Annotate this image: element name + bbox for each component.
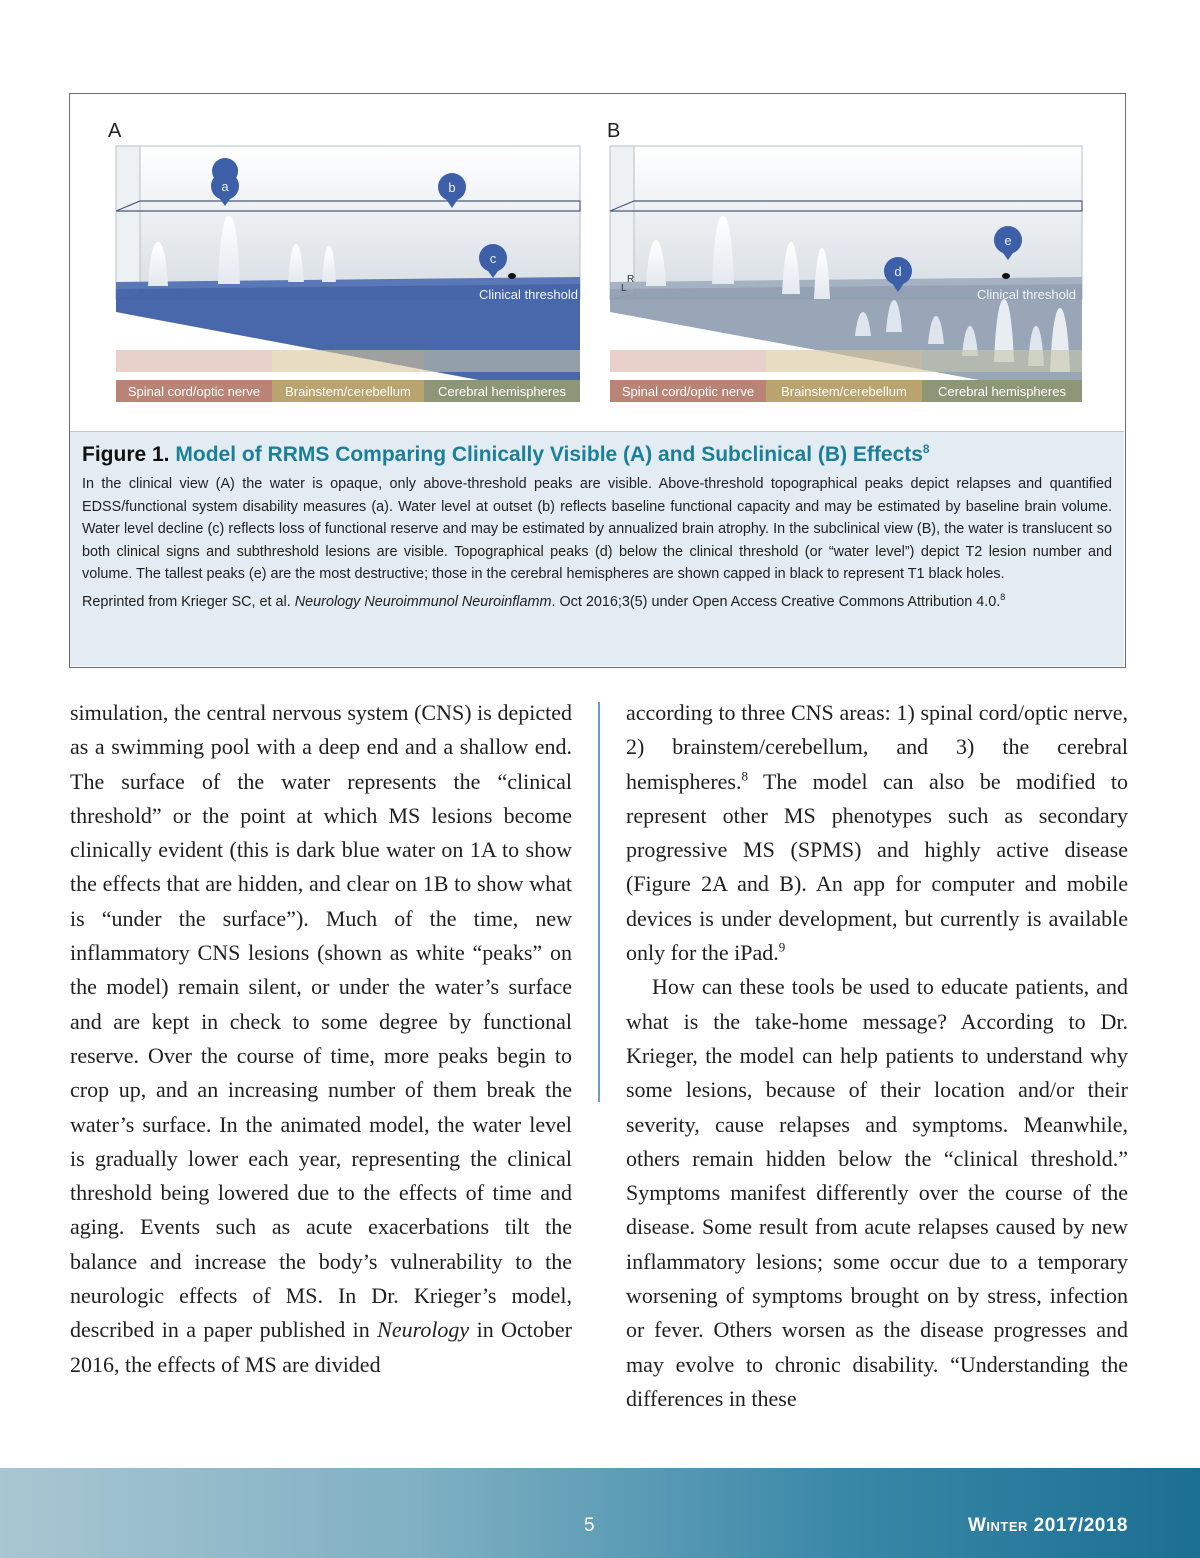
credit-prefix: Reprinted from Krieger SC, et al. [82, 593, 295, 610]
svg-text:e: e [1004, 233, 1012, 248]
figure-1 [69, 93, 1126, 668]
panel-a-label: A [108, 120, 122, 142]
region-label-brainstem-a: Brainstem/cerebellum [285, 384, 411, 399]
right-p1-start: according to three CNS areas: 1) spinal cord/optic nerve, 2) brainstem/cerebellum, and 3) the cerebral hemispheres. [626, 700, 1128, 794]
svg-text:a: a [221, 179, 229, 194]
figure-illustration [70, 94, 1124, 429]
caption-text: In the clinical view (A) the water is opaque, only above-threshold peaks are visible. Above-threshold topographical peaks depict relapses and quantified EDSS/functional system disability measures (a). Water level at outset (b) reflects baseline functional capacity and may be estimated by baseline brain volume. Water level decline (c) reflects loss of functional reserve and may be estimated by annualized brain atrophy. In the subclinical view (B), the water is translucent so both clinical signs and subthreshold lesions are visible. Topographical peaks (d) below the clinical threshold (or “water level”) depict T2 lesion number and volume. The tallest peaks (e) are the most destructive; those in the cerebral hemispheres are shown capped in black to represent T1 black holes. [82, 476, 1112, 583]
figure-title: Model of RRMS Comparing Clinically Visible (A) and Subclinical (B) Effects [175, 443, 923, 466]
right-paragraph-2: How can these tools be used to educate patients, and what is the take-home message? According to Dr. Krieger, the model can help patients to understand why some lesions, because of their location and/or their severity, cause relapses and symptoms. Meanwhile, others remain hidden below the “clinical threshold.” Symptoms manifest differently over the course of the disease. Some result from acute relapses caused by new inflammatory lesions; some occur due to a temporary worsening of symptoms brought on by stress, infection or fever. Others worsen as the disease progresses and may evolve to chronic disability. “Understanding the differences in these [626, 974, 1128, 1411]
reference-8: 8 [741, 768, 748, 784]
region-label-spinal-a: Spinal cord/optic nerve [127, 384, 261, 399]
axis-mark-l: L [621, 283, 627, 294]
credit-reference: 8 [1000, 591, 1006, 602]
region-label-brainstem-b: Brainstem/cerebellum [781, 384, 907, 399]
region-label-cerebral-a: Cerebral hemispheres [438, 384, 566, 399]
page-number: 5 [584, 1515, 595, 1536]
credit-journal: Neurology Neuroimmunol Neuroinflamm [294, 593, 552, 610]
clinical-threshold-label-a: Clinical threshold [479, 287, 578, 302]
figure-caption [70, 431, 1124, 666]
panel-b-label: B [607, 120, 621, 142]
right-paragraph-1 [626, 696, 1128, 970]
svg-text:c: c [489, 251, 497, 266]
caption-credit [82, 586, 1112, 613]
right-p1-mid: The model can also be modified to represent other MS phenotypes such as secondary progressive MS (SPMS) and highly active disease (Figure 2A and B). An app for computer and mobile devices is under development, but currently is available only for the iPad. [626, 768, 1128, 966]
left-paragraph [70, 696, 572, 1382]
axis-mark-r: R [627, 274, 635, 285]
left-text-end: in October 2016, the effects of MS are divided [70, 1317, 572, 1377]
region-label-cerebral-b: Cerebral hemispheres [938, 384, 1066, 399]
caption-title [82, 442, 1112, 467]
credit-suffix: . Oct 2016;3(5) under Open Access Creative Commons Attribution 4.0. [551, 593, 1001, 610]
reference-9: 9 [778, 939, 786, 955]
region-label-spinal-b: Spinal cord/optic nerve [621, 384, 755, 399]
figure-title-reference: 8 [922, 442, 930, 456]
left-text-journal: Neurology [377, 1317, 470, 1343]
clinical-threshold-label-b: Clinical threshold [977, 287, 1076, 302]
figure-number: Figure 1. [82, 443, 170, 466]
right-column [626, 696, 1128, 1416]
svg-text:d: d [894, 264, 902, 279]
svg-text:b: b [448, 180, 456, 195]
left-column [70, 696, 572, 1382]
issue-label: Winter 2017/2018 [967, 1515, 1128, 1536]
column-divider [598, 702, 600, 1102]
left-text-main: simulation, the central nervous system (CNS) is depicted as a swimming pool with a deep end and a shallow end. The surface of the water represents the “clinical threshold” or the point at which MS lesions become clinically evident (this is dark blue water on 1A to show the effects that are hidden, and clear on 1B to show what is “under the surface”). Much of the time, new inflammatory CNS lesions (shown as white “peaks” on the model) remain silent, or under the water’s surface and are kept in check to some degree by functional reserve. Over the course of time, more peaks begin to crop up, and an increasing number of them break the water’s surface. In the animated model, the water level is gradually lower each year, representing the clinical threshold being lowered due to the effects of time and aging. Events such as acute exacerbations tilt the balance and increase the body’s vulnerability to the neurologic effects of MS. In Dr. Krieger’s model, described in a paper published in [70, 700, 572, 1343]
footer-band [0, 1468, 1200, 1558]
